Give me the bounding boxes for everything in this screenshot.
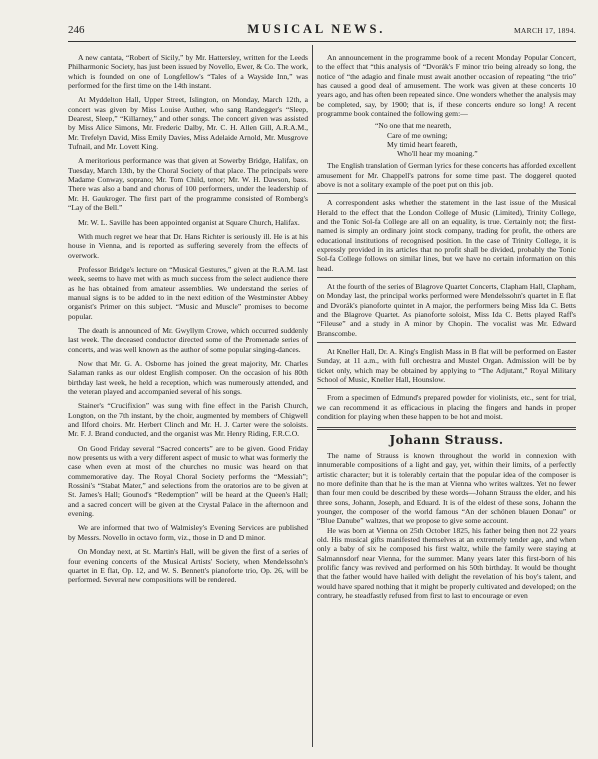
article-paragraph: The name of Strauss is known throughout the world in connexion with innumerable compositions of a light and gay, yet, within their limits, of a perfectly artistic character; but it is tolerably certain that the popular idea of the composer is no more definite than that he is the man at Vienna who writes waltzes. Yet no fewer than four men could be described by these words—Johann Strauss the elder, and his three sons, Johann, Joseph, and Eduard. It is of the eldest of these sons, Johann the younger, the composer of the world famous “An der schönen blauen Donau” or “Blue Danube” waltzes, that we propose to give some account. [317,450,576,526]
quoted-verse [317,121,576,158]
item-separator [317,388,576,389]
article-paragraph: He was born at Vienna on 25th October 1825, his father being then not 22 years old. His musical gifts manifested themselves at an extremely tender age, and when only a baby of six he composed his first waltz, while the family were staying at Salmannsdorf near Vienna, for the summer. Many years later this first-born of his prolific fancy was revived and performed on his 50th birthday. It would be thought that the father would have hailed with delight the revelation of his boy's talent, and would have spared nothing that it might be properly cultivated and developed; on the contrary, he steadfastly refused from first to last to encourage or even [317,525,576,600]
news-item: An announcement in the programme book of a recent Monday Popular Concert, to the effect that “this analysis of “Dvorák's F minor trio being already so long, the notice of “the adagio and finale must await another occasion of repeating “the trio” has caused a good deal of amusement. The work was given at these concerts 10 years ago, and has often been repeated since. One wonders whether the analysis may be completed, say, by 1900; that is, if these concerts endure so long! A recent programme book contained the following gem:— [317,53,576,119]
news-item: Professor Bridge's lecture on “Musical Gestures,” given at the R.A.M. last week, seems to have met with as much success from the select audience there as he has obtained from amateur assemblies. We understand the series of manual signs is to be added to in the next edition of the Westminster Abbey organist's Primer on this subject. “Music and Muscle” promises to become popular. [68,264,308,321]
page-number: 246 [68,24,85,36]
header-rule [68,41,576,42]
item-separator [317,193,576,194]
section-rule [317,427,576,430]
news-item: At Kneller Hall, Dr. A. King's English Mass in B flat will be performed on Easter Sunday, at 11 a.m., with full orchestra and Mustel Organ. Admission will be by ticket only, which may be obtained by applying to “The Adjutant,” Royal Military School of Music, Kneller Hall, Hounslow. [317,347,576,385]
news-item: The English translation of German lyrics for these concerts has afforded excellent amusement for Mr. Chappell's patrons for some time past. The doggerel quoted above is not a solitary example of the poet put on this job. [317,161,576,189]
news-item: Now that Mr. G. A. Osborne has joined the great majority, Mr. Charles Salaman ranks as our oldest English composer. On the occasion of his 80th birthday last week, he held a reception, which was numerously attended, and the veteran played and accompanied several of his songs. [68,358,308,396]
verse-line: “No one that me neareth, [375,121,452,131]
item-separator [317,342,576,343]
article-title: Johann Strauss. [389,433,504,448]
verse-line: My timid heart feareth, [387,139,458,149]
masthead-title: MUSICAL NEWS. [247,22,386,36]
news-item: We are informed that two of Walmisley's Evening Services are published by Messrs. Novello in octavo form, viz., those in D and D minor. [68,523,308,542]
news-item: At the fourth of the series of Blagrove Quartet Concerts, Clapham Hall, Clapham, on Monday last, the principal works performed were Mendelssohn's quartet in E flat and Dvorák's pianoforte quintet in A major, the performers being Miss Ida C. Betts and the Blagrove Quartet. As pianoforte soloist, Miss Ida C. Betts played Raff's “Fileuse” and a study in A minor by Chopin. The vocalist was Mr. Edward Branscombe. [317,282,576,338]
right-column [317,53,576,600]
news-item: On Good Friday several “Sacred concerts” are to be given. Good Friday now presents us with a very different aspect of music to what was formerly the case when even at most of the churches no music was heard on that commemorative day. The Royal Choral Society performs the “Messiah”; Rossini's “Stabat Mater,” and selections from the oratorios are to be given at St. James's Hall; Gounod's “Redemption” will be heard at the Queen's Hall; and a sacred concert will be given at the Crystal Palace in the afternoon and evening. [68,443,308,519]
news-item: A correspondent asks whether the statement in the last issue of the Musical Herald to the effect that the London College of Music (Limited), Trinity College, and the Tonic Sol-fa College are all on an equality, is true. Certainly not; the first-named is simply an ordinary joint stock company, trading for profit, the others are educational institutions of recognised position. In the case of Trinity College, it is expressly provided in its articles that no profit shall be divided, probably the Tonic Sol-fa College follows on similar lines, but we have no certain information on this head. [317,198,576,273]
column-divider [312,45,313,747]
news-item: A meritorious performance was that given at Sowerby Bridge, Halifax, on Tuesday, March 13th, by the Choral Society of that place. The principals were Madame Conway, soprano; Mr. Tom Child, tenor; Mr. W. H. Dawson, bass. There was also a band and chorus of 100 performers, under the leadership of Mr. H. Gaukroger. The first part of the programme consisted of Romberg's “Lay of the Bell.” [68,156,308,213]
verse-line: Care of me owning; [387,130,448,140]
news-item: A new cantata, “Robert of Sicily,” by Mr. Hattersley, written for the Leeds Philharmonic Society, has just been issued by Novello, Ewer, & Co. The work, which is founded on one of Longfellow's “Tales of a Wayside Inn,” was performed for the first time on the 14th instant. [68,53,308,91]
news-item: With much regret we hear that Dr. Hans Richter is seriously ill. He is at his house in Vienna, and is reported as suffering severely from the effects of overwork. [68,231,308,260]
verse-line: Who'll hear my moaning.” [397,149,478,159]
issue-date: MARCH 17, 1894. [513,26,576,35]
news-item: Mr. W. L. Saville has been appointed organist at Square Church, Halifax. [78,217,300,227]
page-header [68,22,576,40]
item-separator [317,277,576,278]
news-item: The death is announced of Mr. Gwyllym Crowe, which occurred suddenly last week. The deceased conductor directed some of the Promenade series of concerts, and was well known as the author of some popular singing-dances. [68,325,308,354]
left-column [68,53,308,585]
news-item: At Myddelton Hall, Upper Street, Islington, on Monday, March 12th, a concert was given by Miss Louise Auther, who sang Randegger's “Sleep, Dearest, Sleep,” “Killarney,” and other songs. The concert given was assisted by Miss Alice Simons, Mr. Frederic Dalby, Mr. C. H. Allen Gill, A.R.A.M., Mr. Trefelyn David, Miss Emily Davies, Miss Adelaide Arnold, Mr. Musgrove Tufnail, and Mr. Lovett King. [68,95,308,152]
news-item: From a specimen of Edmund's prepared powder for violinists, etc., sent for trial, we can recommend it as efficacious in placing the fingers and hands in proper condition for playing when these happen to be hot and moist. [317,393,576,422]
news-item: On Monday next, at St. Martin's Hall, will be given the first of a series of four evening concerts of the Musical Artists' Society, when Mendelssohn's quartet in E flat, Op. 12, and W. S. Bennett's pianoforte trio, Op. 26, will be performed. Several new compositions will be rendered. [68,547,308,585]
news-item: Stainer's “Crucifixion” was sung with fine effect in the Parish Church, Longton, on the 7th instant, by the choir, augmented by members of Chigwell and Ilford choirs. Mr. Herbert Clinch and Mr. H. J. Carter were the soloists. Mr. F. J. Brand conducted, and the organist was Mr. Henry Riding, F.R.C.O. [68,401,308,439]
